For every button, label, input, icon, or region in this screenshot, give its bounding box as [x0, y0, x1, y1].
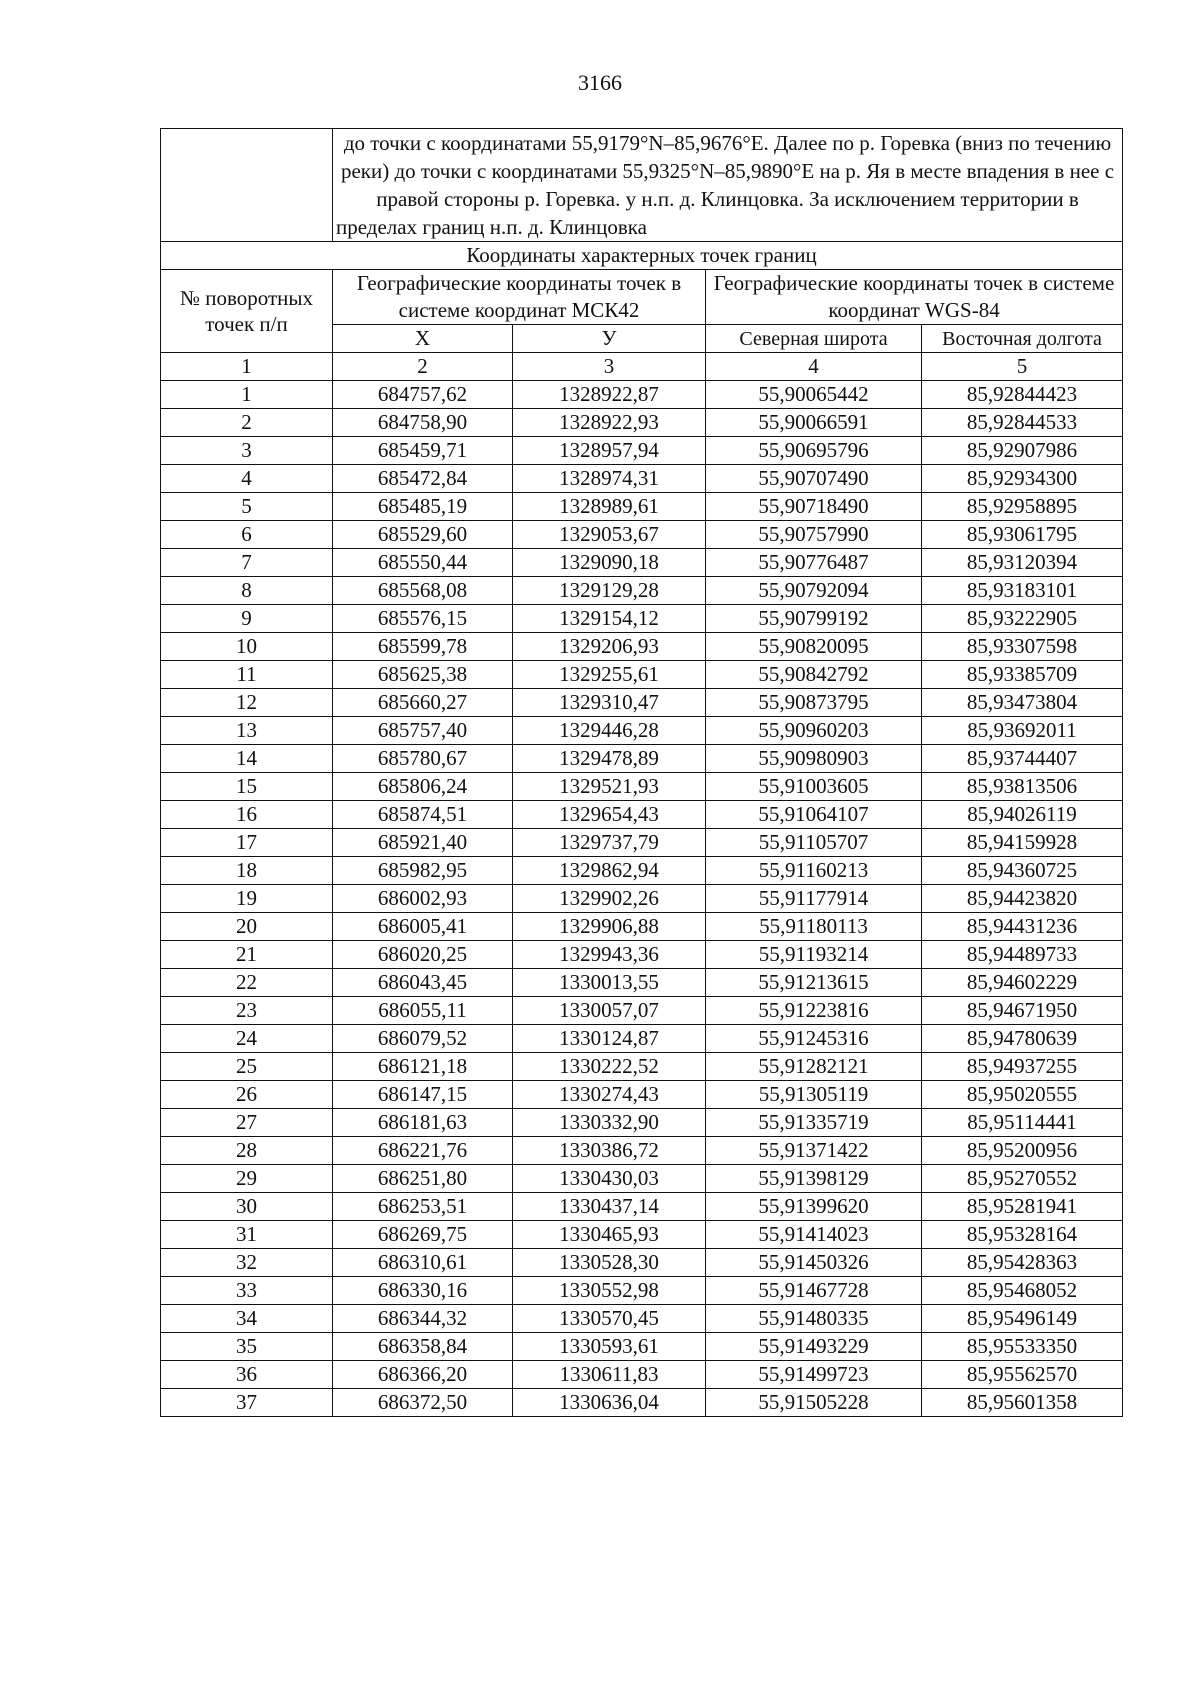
header-north-latitude: Северная широта [706, 325, 922, 353]
x-coordinate-cell: 685874,51 [333, 801, 513, 829]
table-row [161, 577, 1123, 605]
point-number-cell: 18 [161, 857, 333, 885]
point-number-cell: 20 [161, 913, 333, 941]
x-coordinate-cell: 685625,38 [333, 661, 513, 689]
table-row [161, 437, 1123, 465]
point-number-cell: 9 [161, 605, 333, 633]
description-empty-cell [161, 129, 333, 242]
longitude-cell: 85,94026119 [922, 801, 1123, 829]
longitude-cell: 85,92844423 [922, 381, 1123, 409]
latitude-cell: 55,91064107 [706, 801, 922, 829]
table-row [161, 1333, 1123, 1361]
longitude-cell: 85,95428363 [922, 1249, 1123, 1277]
y-coordinate-cell: 1329521,93 [513, 773, 706, 801]
longitude-cell: 85,94489733 [922, 941, 1123, 969]
latitude-cell: 55,91245316 [706, 1025, 922, 1053]
boundary-description: до точки с координатами 55,9179°N–85,9676°E. Далее по р. Горевка (вниз по течению реки) до точки с координатами 55,9325°N–85,9890°E на р. Яя в месте впадения в нее с правой стороны р. Горевка. у н.п. д. Клинцовка. За исключением территории в пределах границ н.п. д. Клинцовка [333, 129, 1123, 242]
table-row [161, 773, 1123, 801]
x-coordinate-cell: 686253,51 [333, 1193, 513, 1221]
latitude-cell: 55,91493229 [706, 1333, 922, 1361]
table-row [161, 1165, 1123, 1193]
table-row [161, 745, 1123, 773]
longitude-cell: 85,94431236 [922, 913, 1123, 941]
latitude-cell: 55,91505228 [706, 1389, 922, 1417]
y-coordinate-cell: 1330332,90 [513, 1109, 706, 1137]
table-row [161, 1081, 1123, 1109]
longitude-cell: 85,93307598 [922, 633, 1123, 661]
column-number: 2 [333, 353, 513, 381]
header-msk42-group: Географические координаты точек в системе координат МСК42 [333, 270, 706, 325]
y-coordinate-cell: 1330274,43 [513, 1081, 706, 1109]
y-coordinate-cell: 1330222,52 [513, 1053, 706, 1081]
y-coordinate-cell: 1330528,30 [513, 1249, 706, 1277]
x-coordinate-cell: 686358,84 [333, 1333, 513, 1361]
x-coordinate-cell: 684758,90 [333, 409, 513, 437]
longitude-cell: 85,93385709 [922, 661, 1123, 689]
latitude-cell: 55,91180113 [706, 913, 922, 941]
y-coordinate-cell: 1330593,61 [513, 1333, 706, 1361]
point-number-cell: 15 [161, 773, 333, 801]
longitude-cell: 85,95020555 [922, 1081, 1123, 1109]
latitude-cell: 55,91398129 [706, 1165, 922, 1193]
latitude-cell: 55,91499723 [706, 1361, 922, 1389]
table-row [161, 829, 1123, 857]
longitude-cell: 85,93692011 [922, 717, 1123, 745]
x-coordinate-cell: 686005,41 [333, 913, 513, 941]
longitude-cell: 85,95496149 [922, 1305, 1123, 1333]
coordinates-table [160, 128, 1123, 1417]
point-number-cell: 8 [161, 577, 333, 605]
x-coordinate-cell: 685806,24 [333, 773, 513, 801]
point-number-cell: 14 [161, 745, 333, 773]
latitude-cell: 55,91193214 [706, 941, 922, 969]
x-coordinate-cell: 685485,19 [333, 493, 513, 521]
latitude-cell: 55,91467728 [706, 1277, 922, 1305]
table-row [161, 717, 1123, 745]
table-row [161, 605, 1123, 633]
point-number-cell: 2 [161, 409, 333, 437]
x-coordinate-cell: 686221,76 [333, 1137, 513, 1165]
table-row [161, 941, 1123, 969]
latitude-cell: 55,90707490 [706, 465, 922, 493]
y-coordinate-cell: 1328957,94 [513, 437, 706, 465]
point-number-cell: 19 [161, 885, 333, 913]
column-number: 1 [161, 353, 333, 381]
longitude-cell: 85,95601358 [922, 1389, 1123, 1417]
y-coordinate-cell: 1330552,98 [513, 1277, 706, 1305]
point-number-cell: 17 [161, 829, 333, 857]
latitude-cell: 55,91450326 [706, 1249, 922, 1277]
column-number: 3 [513, 353, 706, 381]
longitude-cell: 85,92907986 [922, 437, 1123, 465]
latitude-cell: 55,91160213 [706, 857, 922, 885]
point-number-cell: 26 [161, 1081, 333, 1109]
y-coordinate-cell: 1329478,89 [513, 745, 706, 773]
longitude-cell: 85,94159928 [922, 829, 1123, 857]
y-coordinate-cell: 1329943,36 [513, 941, 706, 969]
x-coordinate-cell: 685568,08 [333, 577, 513, 605]
latitude-cell: 55,91213615 [706, 969, 922, 997]
latitude-cell: 55,90776487 [706, 549, 922, 577]
latitude-cell: 55,90066591 [706, 409, 922, 437]
x-coordinate-cell: 685550,44 [333, 549, 513, 577]
table-row [161, 661, 1123, 689]
point-number-cell: 29 [161, 1165, 333, 1193]
latitude-cell: 55,91305119 [706, 1081, 922, 1109]
longitude-cell: 85,93473804 [922, 689, 1123, 717]
longitude-cell: 85,93120394 [922, 549, 1123, 577]
longitude-cell: 85,95328164 [922, 1221, 1123, 1249]
table-row [161, 1109, 1123, 1137]
y-coordinate-cell: 1329090,18 [513, 549, 706, 577]
point-number-cell: 21 [161, 941, 333, 969]
table-row [161, 465, 1123, 493]
point-number-cell: 4 [161, 465, 333, 493]
x-coordinate-cell: 685780,67 [333, 745, 513, 773]
latitude-cell: 55,90757990 [706, 521, 922, 549]
y-coordinate-cell: 1330570,45 [513, 1305, 706, 1333]
x-coordinate-cell: 686121,18 [333, 1053, 513, 1081]
point-number-cell: 31 [161, 1221, 333, 1249]
point-number-cell: 24 [161, 1025, 333, 1053]
latitude-cell: 55,90980903 [706, 745, 922, 773]
table-row [161, 493, 1123, 521]
x-coordinate-cell: 685660,27 [333, 689, 513, 717]
y-coordinate-cell: 1330124,87 [513, 1025, 706, 1053]
longitude-cell: 85,93744407 [922, 745, 1123, 773]
y-coordinate-cell: 1329862,94 [513, 857, 706, 885]
y-coordinate-cell: 1329129,28 [513, 577, 706, 605]
point-number-cell: 35 [161, 1333, 333, 1361]
table-row [161, 549, 1123, 577]
header-y: У [513, 325, 706, 353]
point-number-cell: 7 [161, 549, 333, 577]
longitude-cell: 85,94937255 [922, 1053, 1123, 1081]
table-row [161, 913, 1123, 941]
point-number-cell: 22 [161, 969, 333, 997]
longitude-cell: 85,94671950 [922, 997, 1123, 1025]
table-row [161, 1305, 1123, 1333]
table-row [161, 1221, 1123, 1249]
longitude-cell: 85,95281941 [922, 1193, 1123, 1221]
table-row [161, 1025, 1123, 1053]
latitude-cell: 55,91480335 [706, 1305, 922, 1333]
description-row [161, 129, 1123, 242]
table-row [161, 885, 1123, 913]
y-coordinate-cell: 1329310,47 [513, 689, 706, 717]
table-row [161, 1193, 1123, 1221]
longitude-cell: 85,94360725 [922, 857, 1123, 885]
table-row [161, 409, 1123, 437]
table-row [161, 969, 1123, 997]
x-coordinate-cell: 685459,71 [333, 437, 513, 465]
point-number-cell: 34 [161, 1305, 333, 1333]
x-coordinate-cell: 686372,50 [333, 1389, 513, 1417]
table-row [161, 997, 1123, 1025]
longitude-cell: 85,92934300 [922, 465, 1123, 493]
point-number-cell: 27 [161, 1109, 333, 1137]
latitude-cell: 55,90718490 [706, 493, 922, 521]
section-title-row [161, 242, 1123, 270]
y-coordinate-cell: 1329902,26 [513, 885, 706, 913]
latitude-cell: 55,90820095 [706, 633, 922, 661]
x-coordinate-cell: 686002,93 [333, 885, 513, 913]
x-coordinate-cell: 686020,25 [333, 941, 513, 969]
x-coordinate-cell: 685576,15 [333, 605, 513, 633]
latitude-cell: 55,90842792 [706, 661, 922, 689]
point-number-cell: 25 [161, 1053, 333, 1081]
table-row [161, 381, 1123, 409]
y-coordinate-cell: 1330386,72 [513, 1137, 706, 1165]
table-row [161, 1389, 1123, 1417]
latitude-cell: 55,90695796 [706, 437, 922, 465]
y-coordinate-cell: 1329737,79 [513, 829, 706, 857]
latitude-cell: 55,90799192 [706, 605, 922, 633]
y-coordinate-cell: 1330430,03 [513, 1165, 706, 1193]
y-coordinate-cell: 1330636,04 [513, 1389, 706, 1417]
y-coordinate-cell: 1329206,93 [513, 633, 706, 661]
latitude-cell: 55,91003605 [706, 773, 922, 801]
latitude-cell: 55,90873795 [706, 689, 922, 717]
header-row-1 [161, 270, 1123, 325]
x-coordinate-cell: 685472,84 [333, 465, 513, 493]
x-coordinate-cell: 685529,60 [333, 521, 513, 549]
table-row [161, 1053, 1123, 1081]
table-row [161, 689, 1123, 717]
page-number: 3166 [578, 70, 622, 95]
point-number-cell: 11 [161, 661, 333, 689]
longitude-cell: 85,92844533 [922, 409, 1123, 437]
point-number-cell: 36 [161, 1361, 333, 1389]
point-number-cell: 13 [161, 717, 333, 745]
point-number-cell: 37 [161, 1389, 333, 1417]
column-number: 5 [922, 353, 1123, 381]
y-coordinate-cell: 1329053,67 [513, 521, 706, 549]
point-number-cell: 33 [161, 1277, 333, 1305]
point-number-cell: 3 [161, 437, 333, 465]
header-wgs84-group: Географические координаты точек в системе координат WGS-84 [706, 270, 1123, 325]
longitude-cell: 85,94602229 [922, 969, 1123, 997]
column-number-row [161, 353, 1123, 381]
longitude-cell: 85,95200956 [922, 1137, 1123, 1165]
column-number: 4 [706, 353, 922, 381]
y-coordinate-cell: 1328922,93 [513, 409, 706, 437]
table-row [161, 1361, 1123, 1389]
longitude-cell: 85,95468052 [922, 1277, 1123, 1305]
point-number-cell: 12 [161, 689, 333, 717]
y-coordinate-cell: 1328974,31 [513, 465, 706, 493]
longitude-cell: 85,95270552 [922, 1165, 1123, 1193]
point-number-cell: 32 [161, 1249, 333, 1277]
point-number-cell: 6 [161, 521, 333, 549]
latitude-cell: 55,91371422 [706, 1137, 922, 1165]
longitude-cell: 85,93813506 [922, 773, 1123, 801]
table-row [161, 1249, 1123, 1277]
y-coordinate-cell: 1330013,55 [513, 969, 706, 997]
x-coordinate-cell: 686366,20 [333, 1361, 513, 1389]
point-number-cell: 5 [161, 493, 333, 521]
x-coordinate-cell: 686079,52 [333, 1025, 513, 1053]
x-coordinate-cell: 686269,75 [333, 1221, 513, 1249]
y-coordinate-cell: 1329654,43 [513, 801, 706, 829]
y-coordinate-cell: 1329154,12 [513, 605, 706, 633]
header-x: X [333, 325, 513, 353]
y-coordinate-cell: 1330611,83 [513, 1361, 706, 1389]
point-number-cell: 30 [161, 1193, 333, 1221]
point-number-cell: 16 [161, 801, 333, 829]
x-coordinate-cell: 686181,63 [333, 1109, 513, 1137]
point-number-cell: 23 [161, 997, 333, 1025]
y-coordinate-cell: 1329906,88 [513, 913, 706, 941]
x-coordinate-cell: 685599,78 [333, 633, 513, 661]
x-coordinate-cell: 685921,40 [333, 829, 513, 857]
y-coordinate-cell: 1328989,61 [513, 493, 706, 521]
longitude-cell: 85,93061795 [922, 521, 1123, 549]
y-coordinate-cell: 1330057,07 [513, 997, 706, 1025]
x-coordinate-cell: 686251,80 [333, 1165, 513, 1193]
longitude-cell: 85,93183101 [922, 577, 1123, 605]
x-coordinate-cell: 684757,62 [333, 381, 513, 409]
y-coordinate-cell: 1329446,28 [513, 717, 706, 745]
table-row [161, 633, 1123, 661]
x-coordinate-cell: 686330,16 [333, 1277, 513, 1305]
table-row [161, 1137, 1123, 1165]
x-coordinate-cell: 686310,61 [333, 1249, 513, 1277]
table-row [161, 1277, 1123, 1305]
latitude-cell: 55,91282121 [706, 1053, 922, 1081]
table-row [161, 857, 1123, 885]
latitude-cell: 55,91177914 [706, 885, 922, 913]
longitude-cell: 85,94780639 [922, 1025, 1123, 1053]
longitude-cell: 85,93222905 [922, 605, 1123, 633]
x-coordinate-cell: 686344,32 [333, 1305, 513, 1333]
table-row [161, 801, 1123, 829]
latitude-cell: 55,90960203 [706, 717, 922, 745]
longitude-cell: 85,92958895 [922, 493, 1123, 521]
x-coordinate-cell: 686043,45 [333, 969, 513, 997]
longitude-cell: 85,95114441 [922, 1109, 1123, 1137]
point-number-cell: 28 [161, 1137, 333, 1165]
y-coordinate-cell: 1329255,61 [513, 661, 706, 689]
latitude-cell: 55,91414023 [706, 1221, 922, 1249]
longitude-cell: 85,95562570 [922, 1361, 1123, 1389]
x-coordinate-cell: 686055,11 [333, 997, 513, 1025]
header-east-longitude: Восточная долгота [922, 325, 1123, 353]
x-coordinate-cell: 686147,15 [333, 1081, 513, 1109]
x-coordinate-cell: 685982,95 [333, 857, 513, 885]
point-number-cell: 10 [161, 633, 333, 661]
section-title: Координаты характерных точек границ [161, 242, 1123, 270]
latitude-cell: 55,90792094 [706, 577, 922, 605]
y-coordinate-cell: 1330437,14 [513, 1193, 706, 1221]
header-point-number: № поворотных точек п/п [161, 270, 333, 353]
longitude-cell: 85,94423820 [922, 885, 1123, 913]
latitude-cell: 55,91223816 [706, 997, 922, 1025]
x-coordinate-cell: 685757,40 [333, 717, 513, 745]
table-row [161, 521, 1123, 549]
point-number-cell: 1 [161, 381, 333, 409]
y-coordinate-cell: 1330465,93 [513, 1221, 706, 1249]
latitude-cell: 55,91399620 [706, 1193, 922, 1221]
latitude-cell: 55,90065442 [706, 381, 922, 409]
longitude-cell: 85,95533350 [922, 1333, 1123, 1361]
latitude-cell: 55,91105707 [706, 829, 922, 857]
latitude-cell: 55,91335719 [706, 1109, 922, 1137]
y-coordinate-cell: 1328922,87 [513, 381, 706, 409]
